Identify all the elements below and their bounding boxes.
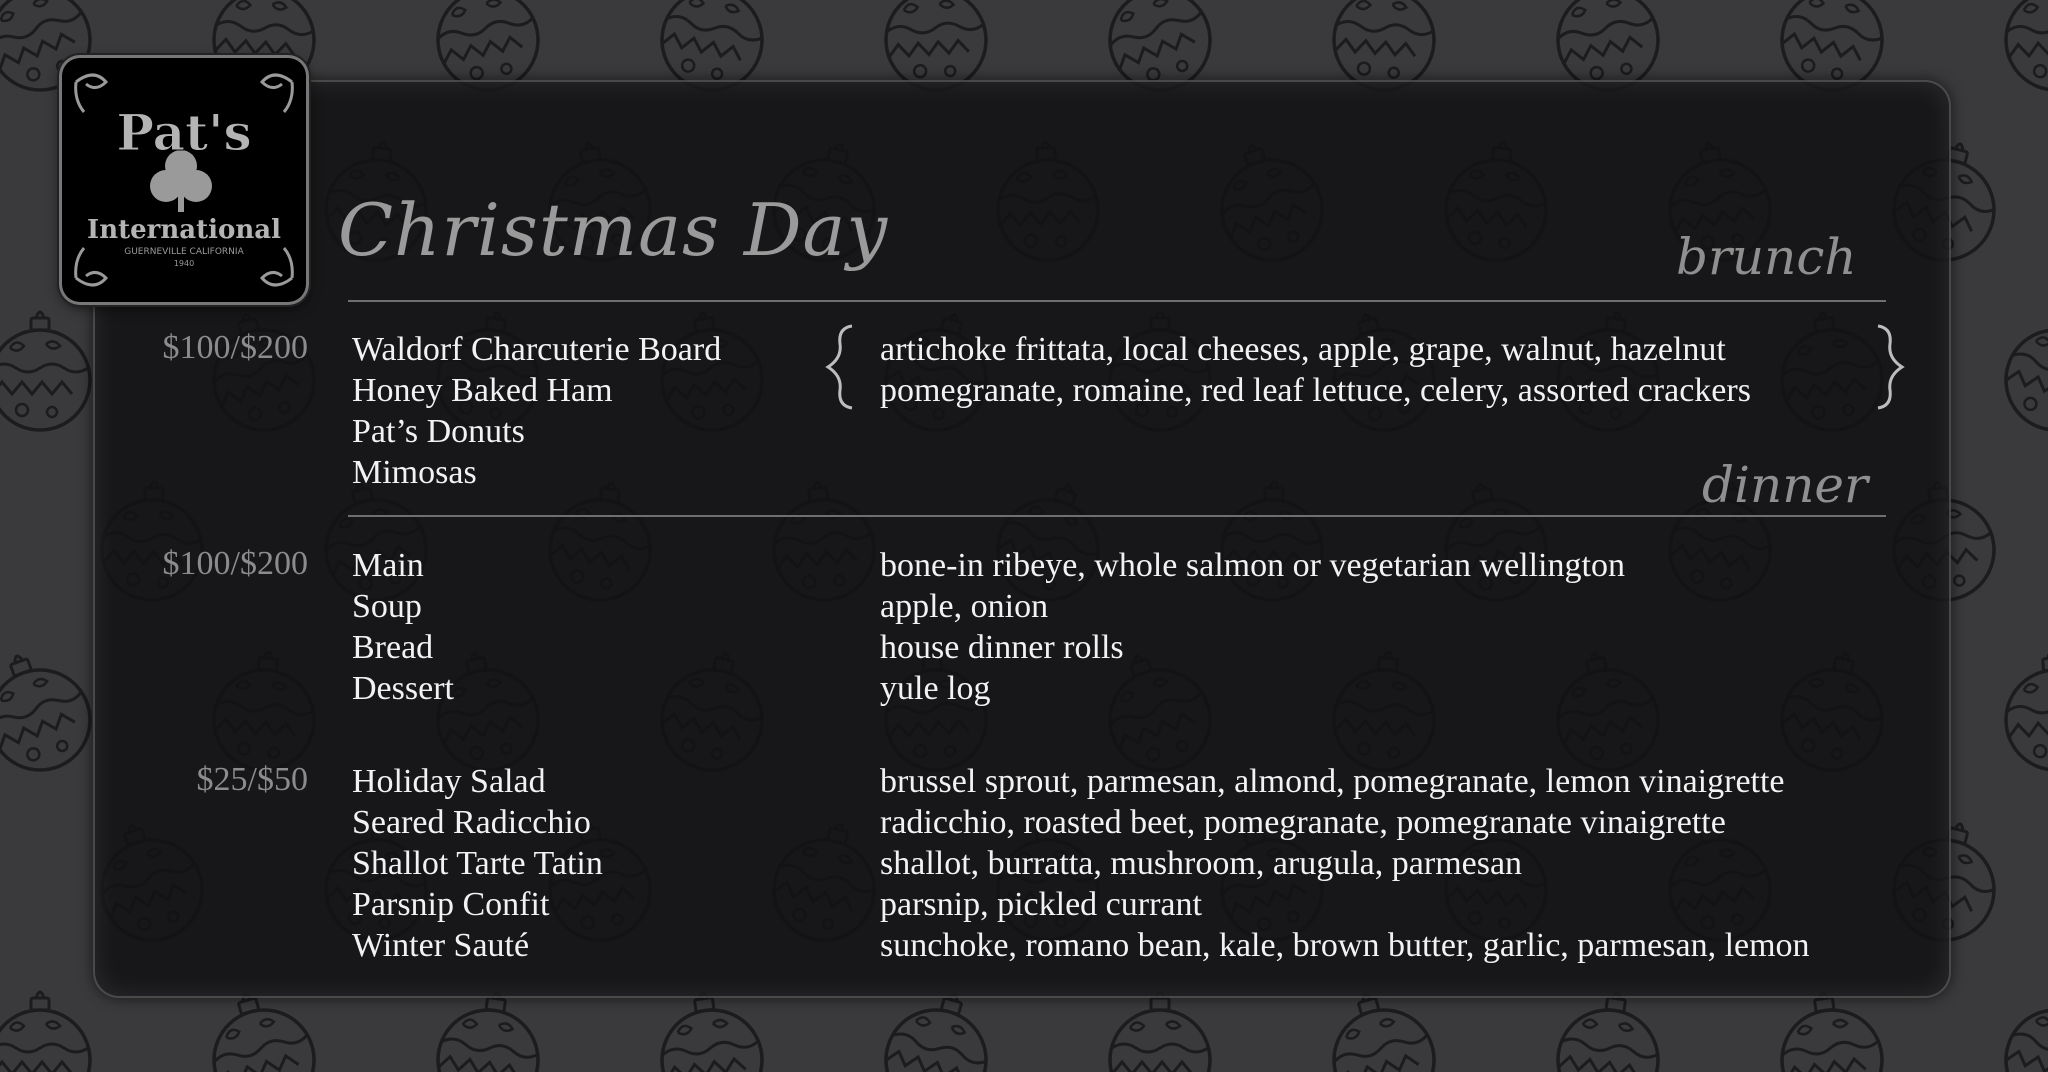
side-item: Seared Radicchio — [352, 804, 591, 841]
divider-dinner — [348, 515, 1886, 517]
side-description: brussel sprout, parmesan, almond, pomegranate, lemon vinaigrette — [880, 763, 1785, 800]
dinner-items — [352, 545, 454, 709]
side-item: Holiday Salad — [352, 763, 546, 800]
brunch-descriptions — [880, 329, 1751, 411]
ornament-decoration — [432, 986, 547, 1072]
dinner-price: $100/$200 — [162, 545, 308, 582]
side-item: Parsnip Confit — [352, 886, 550, 923]
logo-location: GUERNEVILLE CALIFORNIA — [124, 247, 244, 257]
ornament-decoration — [653, 986, 768, 1072]
brunch-description: artichoke frittata, local cheeses, apple, grape, walnut, hazelnut — [880, 331, 1726, 368]
dinner-descriptions — [880, 545, 1625, 709]
brunch-item: Honey Baked Ham — [352, 372, 613, 409]
logo-name: Pat's — [116, 103, 252, 162]
side-description: sunchoke, romano bean, kale, brown butter, garlic, parmesan, lemon — [880, 927, 1810, 964]
brunch-price: $100/$200 — [162, 329, 308, 366]
ornament-decoration — [1994, 301, 2048, 442]
dinner-description: house dinner rolls — [880, 629, 1124, 666]
menu-title: Christmas Day — [338, 188, 889, 272]
sides-items — [352, 761, 603, 966]
side-item: Winter Sauté — [352, 927, 530, 964]
brunch-items — [352, 329, 721, 493]
pats-international-logo — [62, 58, 306, 302]
dinner-description: apple, onion — [880, 588, 1049, 625]
sides-descriptions — [880, 761, 1810, 966]
logo-year: 1940 — [173, 259, 195, 268]
dinner-label: dinner — [1702, 456, 1868, 514]
ornament-decoration — [2001, 0, 2048, 93]
ornament-decoration — [1552, 986, 1667, 1072]
ornament-decoration — [0, 312, 90, 430]
brunch-item: Waldorf Charcuterie Board — [352, 331, 722, 368]
dinner-description: bone-in ribeye, whole salmon or vegetarian wellington — [880, 547, 1625, 584]
ornament-decoration — [2001, 649, 2048, 774]
ornament-decoration — [0, 992, 90, 1072]
dinner-item: Soup — [352, 588, 422, 625]
sides-price: $25/$50 — [196, 761, 308, 798]
right-brace-ornament — [1872, 322, 1908, 412]
brunch-item: Pat’s Donuts — [352, 413, 525, 450]
ornament-decoration — [1773, 986, 1888, 1072]
dinner-item: Main — [352, 547, 424, 584]
ornament-decoration — [1110, 992, 1210, 1072]
logo-sub: International — [87, 215, 281, 245]
ornament-decoration — [0, 639, 104, 784]
side-item: Shallot Tarte Tatin — [352, 845, 603, 882]
brunch-label: brunch — [1676, 228, 1857, 286]
divider-top — [348, 300, 1886, 302]
side-description: shallot, burratta, mushroom, arugula, parmesan — [880, 845, 1523, 882]
dinner-description: yule log — [880, 670, 991, 707]
dinner-item: Bread — [352, 629, 434, 666]
brunch-item: Mimosas — [352, 454, 477, 491]
side-description: parsnip, pickled currant — [880, 886, 1202, 923]
ornament-decoration — [1994, 981, 2048, 1072]
brunch-description: pomegranate, romaine, red leaf lettuce, celery, assorted crackers — [880, 372, 1751, 409]
left-brace-ornament — [822, 322, 858, 412]
dinner-item: Dessert — [352, 670, 454, 707]
side-description: radicchio, roasted beet, pomegranate, pomegranate vinaigrette — [880, 804, 1726, 841]
